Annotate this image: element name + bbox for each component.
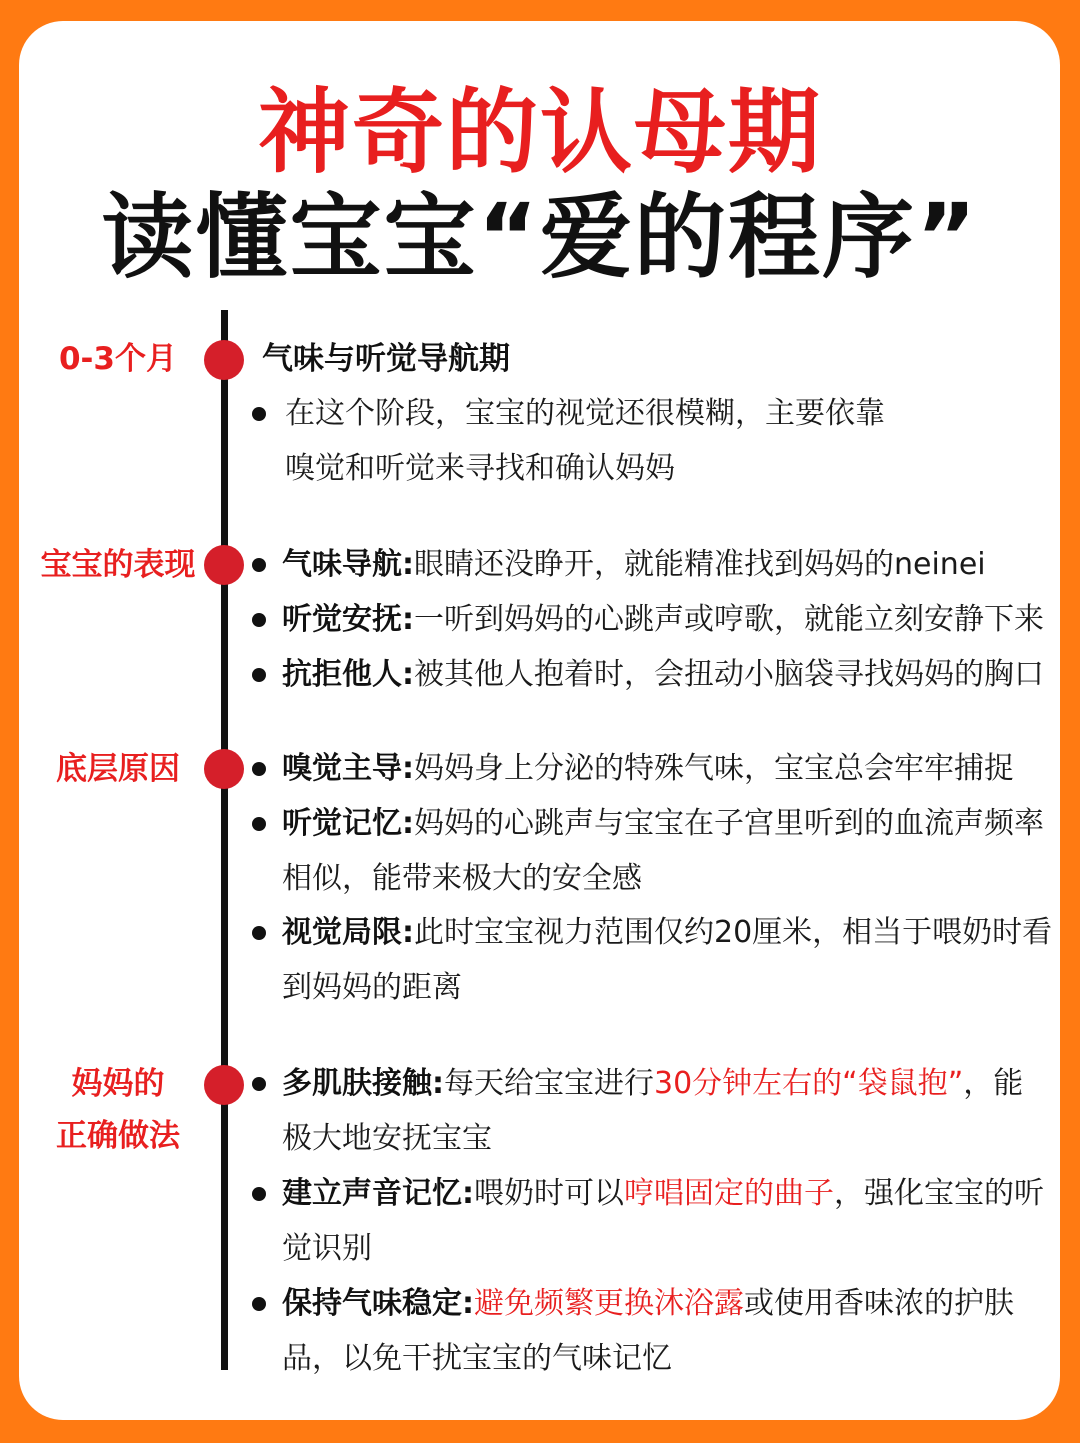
item-text: 妈妈的心跳声与宝宝在子宫里听到的血流声频率: [414, 806, 1044, 841]
bullet-dot: [252, 558, 266, 572]
title-line-1: 神奇的认母期: [257, 79, 822, 186]
stage-label-mom-method-2: 正确做法: [56, 1118, 180, 1154]
bullet-dot: [252, 817, 266, 831]
highlight-text: 30分钟左右的“袋鼠抱”: [654, 1066, 964, 1101]
section-heading: 气味与听觉导航期: [262, 341, 510, 377]
list-item: [282, 1062, 1023, 1106]
item-text: 一听到妈妈的心跳声或哼歌，就能立刻安静下来: [414, 602, 1044, 637]
highlight-text: 避免频繁更换沐浴露: [474, 1286, 744, 1321]
bullet-dot: [252, 407, 266, 421]
bullet-dot: [252, 613, 266, 627]
item-text: 此时宝宝视力范围仅约20厘米，相当于喂奶时看: [414, 915, 1053, 950]
intro-line-2: 嗅觉和听觉来寻找和确认妈妈: [285, 451, 675, 486]
bullet-dot: [252, 762, 266, 776]
item-text: ，强化宝宝的听: [834, 1176, 1044, 1211]
bullet-dot: [252, 1187, 266, 1201]
item-text: 眼睛还没睁开，就能精准找到妈妈的neinei: [414, 547, 986, 582]
bullet-dot: [252, 668, 266, 682]
stage-label-mom-method-1: 妈妈的: [71, 1066, 165, 1102]
bullet-dot: [252, 1077, 266, 1091]
stage-label-baby-behavior: 宝宝的表现: [40, 547, 196, 583]
intro-line-1: 在这个阶段，宝宝的视觉还很模糊，主要依靠: [285, 396, 885, 431]
item-label: 嗅觉主导:: [282, 751, 414, 786]
item-text: 喂奶时可以: [474, 1176, 624, 1211]
item-text: ，能: [963, 1066, 1024, 1101]
item-text: 妈妈身上分泌的特殊气味，宝宝总会牢牢捕捉: [414, 751, 1014, 786]
item-label: 保持气味稳定:: [282, 1286, 474, 1321]
item-text: 被其他人抱着时，会扭动小脑袋寻找妈妈的胸口: [414, 657, 1044, 692]
item-label: 气味导航:: [282, 547, 414, 582]
list-item: [282, 1282, 1014, 1326]
highlight-text: 哼唱固定的曲子: [624, 1176, 834, 1211]
list-item-continuation: 品，以免干扰宝宝的气味记忆: [282, 1341, 672, 1376]
list-item-continuation: 觉识别: [282, 1231, 372, 1266]
item-label: 建立声音记忆:: [282, 1176, 474, 1211]
bullet-dot: [252, 1297, 266, 1311]
list-item: [282, 653, 1044, 697]
item-label: 抗拒他人:: [282, 657, 414, 692]
list-item-continuation: 极大地安抚宝宝: [282, 1121, 492, 1156]
list-item: [282, 747, 1014, 791]
stage-label-0-3-months: 0-3个月: [58, 341, 177, 377]
list-item: [282, 598, 1044, 642]
list-item: [282, 802, 1044, 846]
item-label: 多肌肤接触:: [282, 1066, 444, 1101]
stage-label-root-cause: 底层原因: [56, 751, 180, 787]
title-line-2: 读懂宝宝“爱的程序”: [101, 184, 979, 291]
list-item-continuation: 到妈妈的距离: [282, 970, 462, 1005]
item-label: 视觉局限:: [282, 915, 414, 950]
timeline-line: [221, 310, 228, 1370]
list-item-continuation: 相似，能带来极大的安全感: [282, 861, 642, 896]
list-item: [282, 911, 1052, 955]
bullet-dot: [252, 926, 266, 940]
list-item: [282, 543, 986, 587]
item-label: 听觉记忆:: [282, 806, 414, 841]
item-text: 或使用香味浓的护肤: [744, 1286, 1014, 1321]
list-item: [282, 1172, 1044, 1216]
item-label: 听觉安抚:: [282, 602, 414, 637]
item-text: 每天给宝宝进行: [444, 1066, 654, 1101]
